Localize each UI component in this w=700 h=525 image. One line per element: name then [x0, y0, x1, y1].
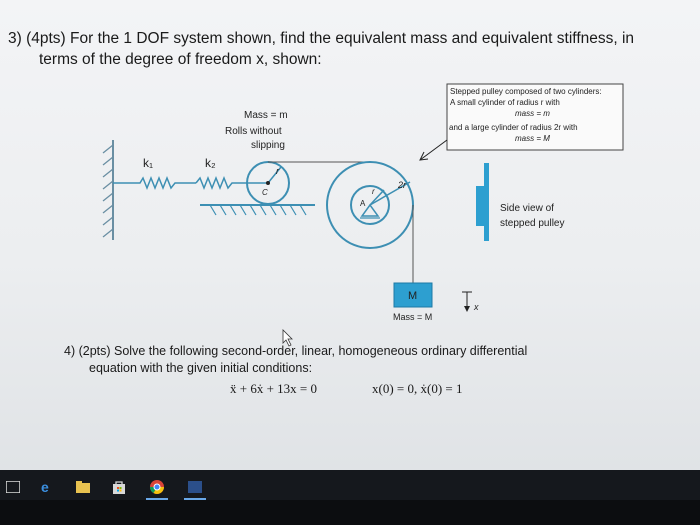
- callout-line-1: Stepped pulley composed of two cylinders:: [450, 87, 602, 96]
- side-view-small-cylinder: [476, 186, 485, 226]
- pulley-r-label: r: [372, 187, 375, 196]
- initial-conditions: x(0) = 0, ẋ(0) = 1: [372, 381, 463, 396]
- chrome-icon[interactable]: [146, 476, 168, 500]
- ode-equation: ẍ + 6ẋ + 13x = 0: [230, 381, 317, 396]
- callout-line-2: A small cylinder of radius r with: [450, 98, 560, 107]
- mass-m-label: Mass = m: [244, 110, 288, 121]
- callout-line-3: mass = m: [515, 109, 550, 118]
- app-icon[interactable]: [184, 476, 206, 500]
- ground-hatching: [210, 205, 306, 215]
- edge-icon[interactable]: [38, 476, 56, 498]
- start-icon[interactable]: [6, 476, 20, 498]
- question-4-line-1: 4) (2pts) Solve the following second-order, linear, homogeneous ordinary differential: [64, 344, 528, 358]
- x-arrow-head: [464, 306, 470, 312]
- cylinder-center-label: C: [262, 188, 268, 197]
- rolls-label-2: slipping: [251, 140, 285, 151]
- question-4-line-2: equation with the given initial conditions:: [89, 361, 313, 375]
- keyboard-edge: [0, 500, 700, 525]
- question-3-line-2: terms of the degree of freedom x, shown:: [39, 51, 322, 68]
- cylinder-center: [266, 181, 270, 185]
- block-label: M: [408, 290, 418, 302]
- cylinder-radius-line: [268, 167, 281, 183]
- store-icon[interactable]: [110, 476, 128, 498]
- block-mass-label: Mass = M: [393, 312, 433, 322]
- wall-hatching: [103, 145, 113, 237]
- pulley-center-label: A: [360, 199, 366, 208]
- x-label: x: [474, 302, 479, 312]
- question-4-text: [64, 343, 684, 377]
- question-3-line-1: 3) (4pts) For the 1 DOF system shown, find the equivalent mass and equivalent stiffness, in: [8, 30, 635, 47]
- callout-line-4: and a large cylinder of radius 2r with: [449, 123, 578, 132]
- k1-label: k₁: [143, 156, 154, 170]
- spring-k1: [113, 178, 196, 188]
- svg-text:e: e: [41, 479, 49, 495]
- callout-line-5: mass = M: [515, 134, 550, 143]
- k2-label: k₂: [205, 156, 216, 170]
- file-explorer-icon[interactable]: [74, 476, 92, 498]
- side-view-label-2: stepped pulley: [500, 218, 565, 229]
- callout-pointer: [420, 140, 447, 160]
- cylinder-radius-label: r: [276, 166, 279, 176]
- side-view-label-1: Side view of: [500, 203, 554, 214]
- rolls-label-1: Rolls without: [225, 126, 282, 137]
- spring-k2: [196, 178, 268, 188]
- pulley-2r-label: 2r: [398, 180, 407, 190]
